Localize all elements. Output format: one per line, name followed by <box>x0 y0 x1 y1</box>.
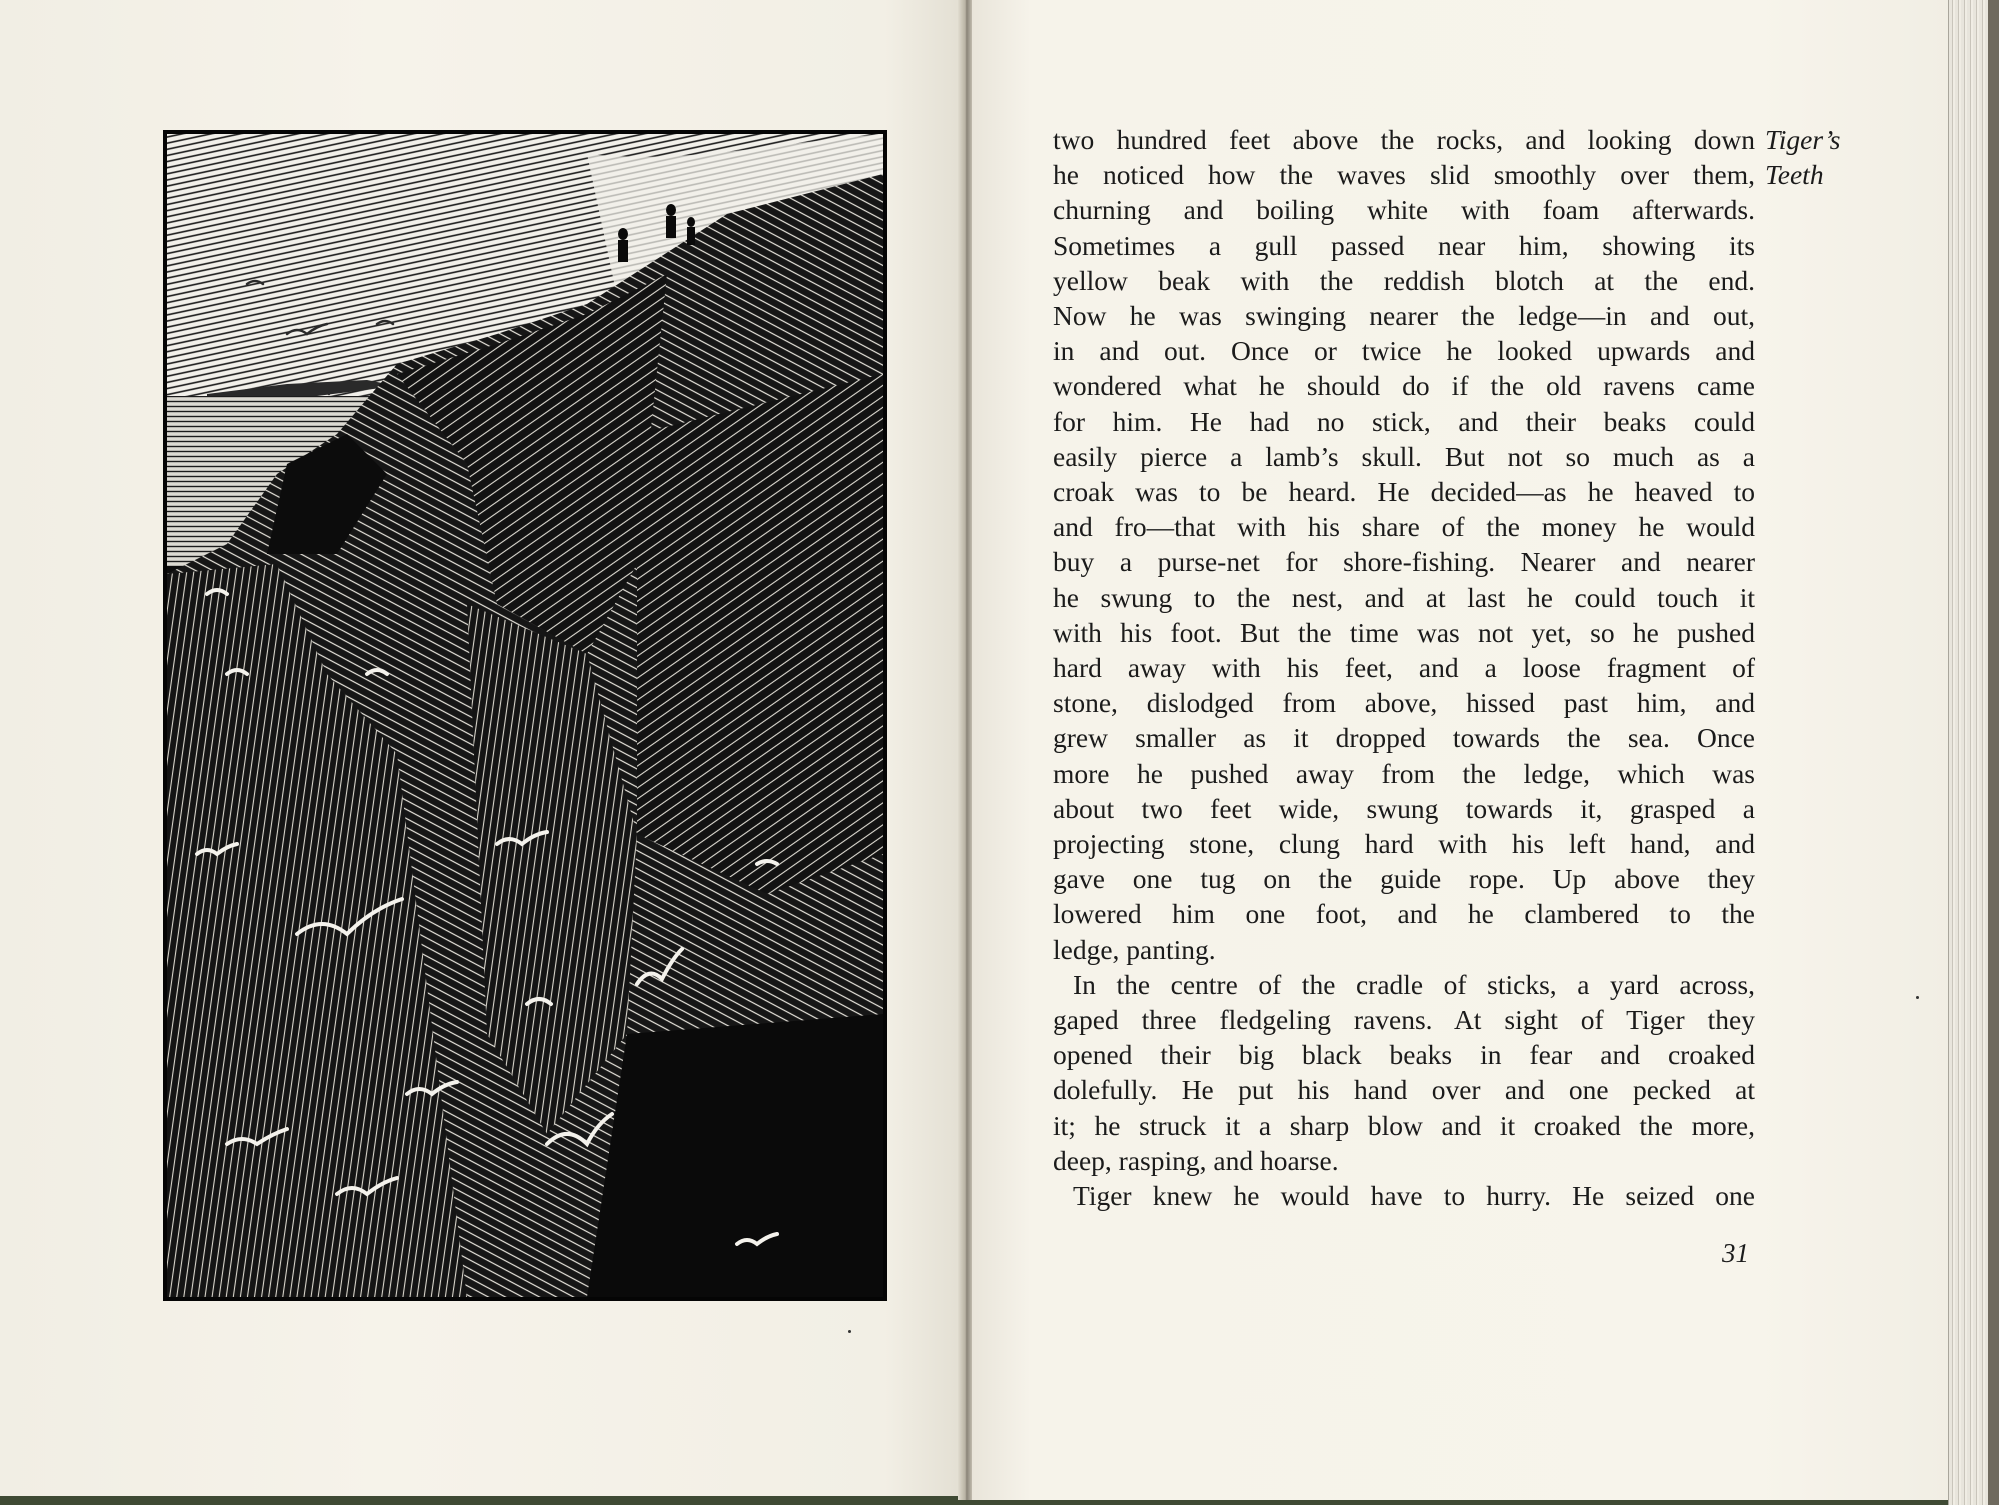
text-line: he swung to the nest, and at last he could touch it <box>1053 581 1755 613</box>
text-line: croak was to be heard. He decided—as he heaved to <box>1053 476 1755 508</box>
text-line: for him. He had no stick, and their beaks could <box>1053 405 1755 437</box>
text-line: hard away with his feet, and a loose fragment of <box>1053 652 1755 684</box>
text-line: projecting stone, clung hard with his left hand, and <box>1053 828 1755 860</box>
text-line: opened their big black beaks in fear and croaked <box>1053 1039 1755 1071</box>
text-line: grew smaller as it dropped towards the sea. Once <box>1053 722 1755 754</box>
text-line: deep, rasping, and hoarse. <box>1053 1144 1339 1176</box>
cover-edge <box>1988 0 1999 1505</box>
text-line: more he pushed away from the ledge, which was <box>1053 757 1755 789</box>
text-line: dolefully. He put his hand over and one pecked at <box>1053 1074 1755 1106</box>
text-line: two hundred feet above the rocks, and looking down <box>1053 124 1755 155</box>
cliff-engraving-illustration <box>163 130 887 1301</box>
text-line: easily pierce a lamb’s skull. But not so much as a <box>1053 440 1755 472</box>
text-line: churning and boiling white with foam afterwards. <box>1053 194 1755 226</box>
text-line: it; he struck it a sharp blow and it croaked the more, <box>1053 1109 1755 1141</box>
text-line: buy a purse-net for shore-fishing. Nearer and nearer <box>1053 546 1755 578</box>
text-line: wondered what he should do if the old ravens came <box>1053 370 1755 402</box>
text-line: ledge, panting. <box>1053 933 1216 965</box>
text-line: Now he was swinging nearer the ledge—in and out, <box>1053 300 1755 332</box>
margin-note-line: Teeth <box>1765 159 1824 191</box>
text-line: gaped three fledgeling ravens. At sight of Tiger they <box>1053 1004 1755 1036</box>
paper-speck <box>848 1330 851 1333</box>
text-line: and fro—that with his share of the money he would <box>1053 511 1755 543</box>
text-line: In the centre of the cradle of sticks, a yard across, <box>1073 968 1755 1000</box>
text-line: about two feet wide, swung towards it, grasped a <box>1053 792 1755 824</box>
text-line: Tiger knew he would have to hurry. He seized one <box>1073 1180 1755 1212</box>
text-line: lowered him one foot, and he clambered to the <box>1053 898 1755 930</box>
left-page <box>0 0 962 1496</box>
text-line: he noticed how the waves slid smoothly over them, <box>1053 159 1755 191</box>
paper-speck <box>1916 996 1919 999</box>
margin-note <box>1765 122 1840 192</box>
text-line: in and out. Once or twice he looked upwards and <box>1053 335 1755 367</box>
text-line: with his foot. But the time was not yet, so he pushed <box>1053 616 1755 648</box>
text-line: Sometimes a gull passed near him, showing its <box>1053 229 1755 261</box>
text-line: stone, dislodged from above, hissed past him, and <box>1053 687 1755 719</box>
margin-note-line: Tiger’s <box>1765 124 1841 155</box>
text-line: yellow beak with the reddish blotch at the end. <box>1053 264 1755 296</box>
body-text <box>1053 122 1755 1213</box>
engraving-artwork <box>167 134 883 1297</box>
text-line: gave one tug on the guide rope. Up above they <box>1053 863 1755 895</box>
page-number: 31 <box>1722 1238 1749 1268</box>
